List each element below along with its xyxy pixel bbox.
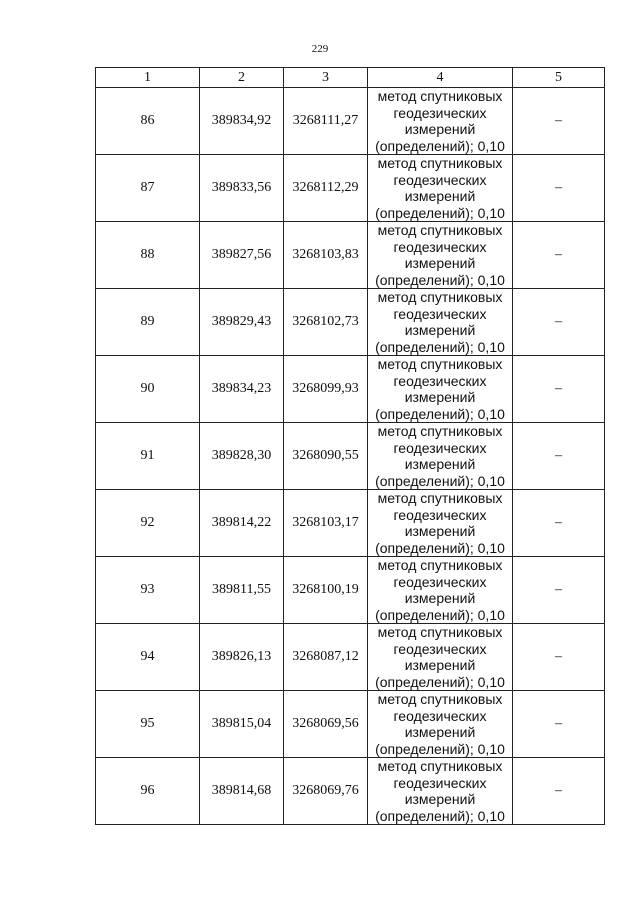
point-number-cell: 95 xyxy=(96,691,200,758)
coordinates-table xyxy=(95,67,605,825)
y-coordinate-cell: 3268112,29 xyxy=(284,155,368,222)
method-line: (определений); 0,10 xyxy=(375,740,505,757)
table-row xyxy=(96,423,605,490)
point-number-cell: 92 xyxy=(96,490,200,557)
method-line: геодезических xyxy=(393,171,487,188)
method-line: измерений xyxy=(404,590,476,606)
column-header: 1 xyxy=(96,68,200,88)
method-line: (определений); 0,10 xyxy=(375,137,505,154)
x-coordinate-cell: 389814,22 xyxy=(200,490,284,557)
header-row xyxy=(96,68,605,88)
y-coordinate-cell: 3268111,27 xyxy=(284,88,368,155)
method-line: (определений); 0,10 xyxy=(375,405,505,422)
method-line: геодезических xyxy=(393,439,487,456)
table-row xyxy=(96,557,605,624)
y-coordinate-cell: 3268069,76 xyxy=(284,758,368,825)
y-coordinate-cell: 3268103,17 xyxy=(284,490,368,557)
method-line: измерений xyxy=(404,188,476,204)
column-header: 2 xyxy=(200,68,284,88)
table-row xyxy=(96,88,605,155)
column-header: 5 xyxy=(513,68,605,88)
description-cell: – xyxy=(513,88,605,155)
description-cell: – xyxy=(513,490,605,557)
method-line: метод спутниковых xyxy=(377,356,503,372)
method-line: геодезических xyxy=(393,305,487,322)
page-number: 229 xyxy=(311,43,329,55)
method-line: измерений xyxy=(404,791,476,807)
method-line: измерений xyxy=(404,121,476,137)
method-cell xyxy=(368,88,513,155)
x-coordinate-cell: 389828,30 xyxy=(200,423,284,490)
x-coordinate-cell: 389815,04 xyxy=(200,691,284,758)
method-cell xyxy=(368,490,513,557)
y-coordinate-cell: 3268099,93 xyxy=(284,356,368,423)
method-line: измерений xyxy=(404,456,476,472)
point-number-cell: 94 xyxy=(96,624,200,691)
column-header: 3 xyxy=(284,68,368,88)
method-line: (определений); 0,10 xyxy=(375,807,505,824)
description-cell: – xyxy=(513,222,605,289)
method-line: геодезических xyxy=(393,774,487,791)
method-line: метод спутниковых xyxy=(377,758,503,774)
description-cell: – xyxy=(513,624,605,691)
method-line: геодезических xyxy=(393,372,487,389)
method-line: измерений xyxy=(404,724,476,740)
method-line: (определений); 0,10 xyxy=(375,271,505,288)
point-number-cell: 90 xyxy=(96,356,200,423)
description-cell: – xyxy=(513,758,605,825)
method-line: метод спутниковых xyxy=(377,222,503,238)
y-coordinate-cell: 3268103,83 xyxy=(284,222,368,289)
method-cell xyxy=(368,356,513,423)
method-line: метод спутниковых xyxy=(377,624,503,640)
method-line: геодезических xyxy=(393,506,487,523)
description-cell: – xyxy=(513,289,605,356)
table-row xyxy=(96,490,605,557)
table-row xyxy=(96,758,605,825)
y-coordinate-cell: 3268069,56 xyxy=(284,691,368,758)
method-cell xyxy=(368,222,513,289)
method-cell xyxy=(368,624,513,691)
method-line: измерений xyxy=(404,523,476,539)
point-number-cell: 91 xyxy=(96,423,200,490)
point-number-cell: 89 xyxy=(96,289,200,356)
table-row xyxy=(96,222,605,289)
method-cell xyxy=(368,691,513,758)
x-coordinate-cell: 389829,43 xyxy=(200,289,284,356)
method-line: метод спутниковых xyxy=(377,289,503,305)
method-line: геодезических xyxy=(393,573,487,590)
x-coordinate-cell: 389834,23 xyxy=(200,356,284,423)
method-cell xyxy=(368,758,513,825)
method-line: метод спутниковых xyxy=(377,155,503,171)
method-cell xyxy=(368,423,513,490)
method-line: метод спутниковых xyxy=(377,423,503,439)
y-coordinate-cell: 3268100,19 xyxy=(284,557,368,624)
method-cell xyxy=(368,289,513,356)
table-row xyxy=(96,289,605,356)
method-line: геодезических xyxy=(393,707,487,724)
method-line: (определений); 0,10 xyxy=(375,673,505,690)
method-cell xyxy=(368,155,513,222)
point-number-cell: 88 xyxy=(96,222,200,289)
method-line: измерений xyxy=(404,389,476,405)
description-cell: – xyxy=(513,155,605,222)
point-number-cell: 96 xyxy=(96,758,200,825)
method-line: (определений); 0,10 xyxy=(375,606,505,623)
method-line: геодезических xyxy=(393,640,487,657)
method-cell xyxy=(368,557,513,624)
method-line: (определений); 0,10 xyxy=(375,539,505,556)
x-coordinate-cell: 389811,55 xyxy=(200,557,284,624)
description-cell: – xyxy=(513,423,605,490)
point-number-cell: 93 xyxy=(96,557,200,624)
method-line: геодезических xyxy=(393,238,487,255)
method-line: измерений xyxy=(404,657,476,673)
y-coordinate-cell: 3268090,55 xyxy=(284,423,368,490)
y-coordinate-cell: 3268102,73 xyxy=(284,289,368,356)
x-coordinate-cell: 389834,92 xyxy=(200,88,284,155)
table-row xyxy=(96,624,605,691)
method-line: (определений); 0,10 xyxy=(375,338,505,355)
point-number-cell: 87 xyxy=(96,155,200,222)
description-cell: – xyxy=(513,691,605,758)
method-line: геодезических xyxy=(393,104,487,121)
method-line: метод спутниковых xyxy=(377,88,503,104)
table-row xyxy=(96,691,605,758)
method-line: метод спутниковых xyxy=(377,691,503,707)
method-line: измерений xyxy=(404,322,476,338)
column-header: 4 xyxy=(368,68,513,88)
method-line: (определений); 0,10 xyxy=(375,472,505,489)
description-cell: – xyxy=(513,356,605,423)
table-row xyxy=(96,155,605,222)
method-line: метод спутниковых xyxy=(377,490,503,506)
method-line: метод спутниковых xyxy=(377,557,503,573)
x-coordinate-cell: 389814,68 xyxy=(200,758,284,825)
point-number-cell: 86 xyxy=(96,88,200,155)
description-cell: – xyxy=(513,557,605,624)
method-line: (определений); 0,10 xyxy=(375,204,505,221)
x-coordinate-cell: 389826,13 xyxy=(200,624,284,691)
table-row xyxy=(96,356,605,423)
method-line: измерений xyxy=(404,255,476,271)
y-coordinate-cell: 3268087,12 xyxy=(284,624,368,691)
x-coordinate-cell: 389827,56 xyxy=(200,222,284,289)
x-coordinate-cell: 389833,56 xyxy=(200,155,284,222)
